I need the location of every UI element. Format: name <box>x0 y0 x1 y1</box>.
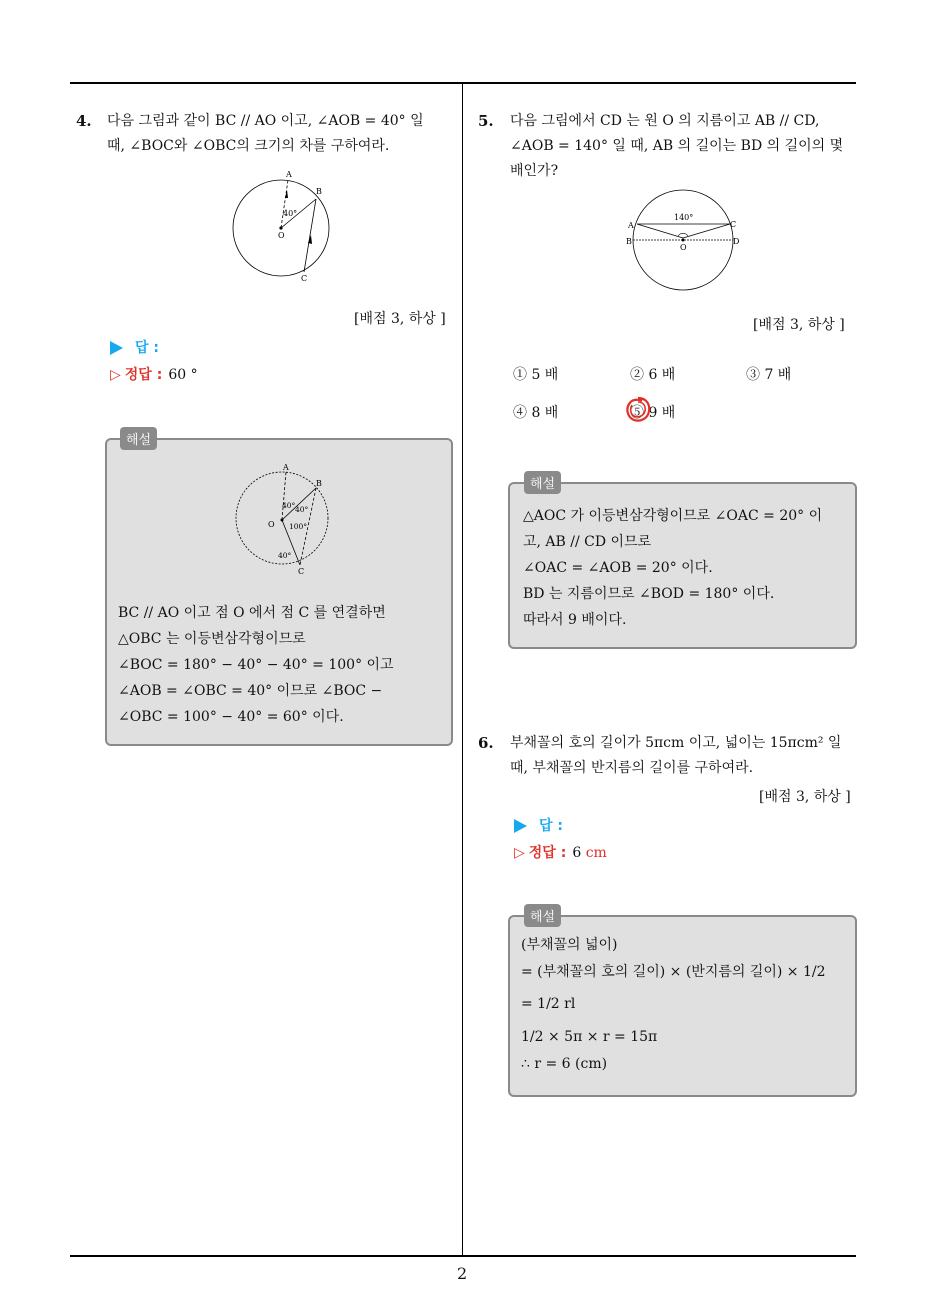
q5-label-angle: 140° <box>674 213 694 222</box>
q5-choice-4[interactable]: ④ 8 배 <box>513 405 559 421</box>
q4-ex-angle-3: 100° <box>289 522 308 531</box>
column-divider <box>462 83 463 1256</box>
q5-explanation-line4: BD 는 지름이므로 ∠BOD = 180° 이다. <box>523 586 775 602</box>
q6-correct-row: ▷ 정답 : 6 cm <box>514 845 607 861</box>
q5-explanation-tag: 해설 <box>524 471 561 494</box>
q4-ex-label-b: B <box>316 479 322 488</box>
q4-ex-label-a: A <box>283 463 289 472</box>
q4-label-o: O <box>278 231 285 240</box>
q5-point-o <box>682 239 685 242</box>
q4-label-c: C <box>301 274 308 283</box>
q5-angle-arc <box>678 233 688 236</box>
q5-line-oa <box>637 224 683 238</box>
play-icon <box>110 341 123 355</box>
q5-choice-3[interactable]: ③ 7 배 <box>746 367 792 383</box>
q4-explanation-line2: △OBC 는 이등변삼각형이므로 <box>118 631 306 647</box>
q5-figure <box>622 188 744 294</box>
q4-line-bc <box>304 199 316 272</box>
q4-explanation-figure <box>228 462 340 578</box>
q5-line-oc <box>683 224 730 238</box>
q6-explanation-line5: ∴ r = 6 (cm) <box>521 1056 608 1072</box>
q4-ex-angle-4: 40° <box>278 551 292 560</box>
q4-explanation-line3: ∠BOC = 180° − 40° − 40° = 100° 이고 <box>118 657 394 673</box>
q6-correct-value: 6 <box>572 845 582 861</box>
q4-explanation-line4: ∠AOB = ∠OBC = 40° 이므로 ∠BOC − <box>118 683 383 699</box>
q4-label-angle: 40° <box>283 209 298 218</box>
q4-correct-value: 60 ° <box>168 367 198 383</box>
q6-explanation-line4: 1/2 × 5π × r = 15π <box>521 1029 658 1045</box>
q4-ex-label-o: O <box>268 520 275 529</box>
q5-label-b: B <box>626 237 632 246</box>
q6-explanation-tag: 해설 <box>524 904 561 927</box>
q6-explanation-line3: = 1/2 rl <box>521 996 576 1012</box>
q4-question-line1: 다음 그림과 같이 BC // AO 이고, ∠AOB = 40° 일 <box>107 113 424 129</box>
q5-choice-1[interactable]: ① 5 배 <box>513 367 559 383</box>
q6-number: 6. <box>478 734 494 752</box>
q4-answer-row: 답 : <box>110 337 159 357</box>
q4-label-a: A <box>286 170 292 179</box>
page-number: 2 <box>457 1264 468 1283</box>
q5-question-line2: ∠AOB = 140° 일 때, AB 의 길이는 BD 의 길이의 몇 <box>510 138 844 154</box>
q6-question-line1: 부채꼴의 호의 길이가 5πcm 이고, 넓이는 15πcm² 일 <box>510 735 842 751</box>
q4-explanation-line1: BC // AO 이고 점 O 에서 점 C 를 연결하면 <box>118 605 386 621</box>
q5-selected-circle-mark <box>623 395 653 425</box>
q5-score: [배점 3, 하상 ] <box>753 317 845 333</box>
q4-score: [배점 3, 하상 ] <box>354 311 446 327</box>
q4-point-o <box>279 226 282 229</box>
q6-score: [배점 3, 하상 ] <box>759 789 851 805</box>
outline-triangle-icon: ▷ <box>110 367 121 383</box>
q6-answer-row: 답 : <box>514 815 563 835</box>
q5-label-d: D <box>733 237 740 246</box>
q5-label-o: O <box>680 243 687 252</box>
q5-explanation-line3: ∠OAC = ∠AOB = 20° 이다. <box>523 560 713 576</box>
top-rule <box>70 82 856 84</box>
q6-explanation-line2: = (부채꼴의 호의 길이) × (반지름의 길이) × 1/2 <box>521 964 826 980</box>
q5-explanation-line5: 따라서 9 배이다. <box>523 612 627 628</box>
q4-ex-angle-2: 40° <box>295 505 309 514</box>
q6-question-line2: 때, 부채꼴의 반지름의 길이를 구하여라. <box>510 760 754 776</box>
q4-line-oa <box>281 180 288 228</box>
q4-label-b: B <box>316 187 322 196</box>
q4-ex-label-c: C <box>298 567 305 576</box>
q5-explanation-line1: △AOC 가 이등변삼각형이므로 ∠OAC = 20° 이 <box>523 508 823 524</box>
q4-figure <box>225 168 340 286</box>
q6-explanation-line1: (부채꼴의 넓이) <box>521 937 618 953</box>
q4-ex-angle-1: 40° <box>282 501 296 510</box>
q5-choice-5[interactable]: ⑤ 9 배 <box>630 405 676 421</box>
q5-question-line1: 다음 그림에서 CD 는 원 O 의 지름이고 AB // CD, <box>510 113 820 129</box>
q4-number: 4. <box>76 112 92 130</box>
bottom-rule <box>70 1255 856 1257</box>
outline-triangle-icon: ▷ <box>514 845 525 861</box>
q4-correct-row: ▷ 정답 : 60 ° <box>110 367 198 383</box>
q4-ex-point-o <box>281 519 284 522</box>
q5-label-a: A <box>628 221 634 230</box>
q5-explanation-line2: 고, AB // CD 이므로 <box>523 534 652 550</box>
q5-choice-2[interactable]: ② 6 배 <box>630 367 676 383</box>
q6-correct-unit: cm <box>585 845 607 861</box>
q5-label-c: C <box>730 220 737 229</box>
q4-explanation-tag: 해설 <box>120 427 157 450</box>
q5-number: 5. <box>478 112 494 130</box>
q4-ex-line-oa <box>282 472 286 520</box>
play-icon <box>514 819 527 833</box>
q4-question-line2: 때, ∠BOC와 ∠OBC의 크기의 차를 구하여라. <box>107 138 390 154</box>
q5-question-line3: 배인가? <box>510 163 559 179</box>
q4-explanation-line5: ∠OBC = 100° − 40° = 60° 이다. <box>118 709 344 725</box>
